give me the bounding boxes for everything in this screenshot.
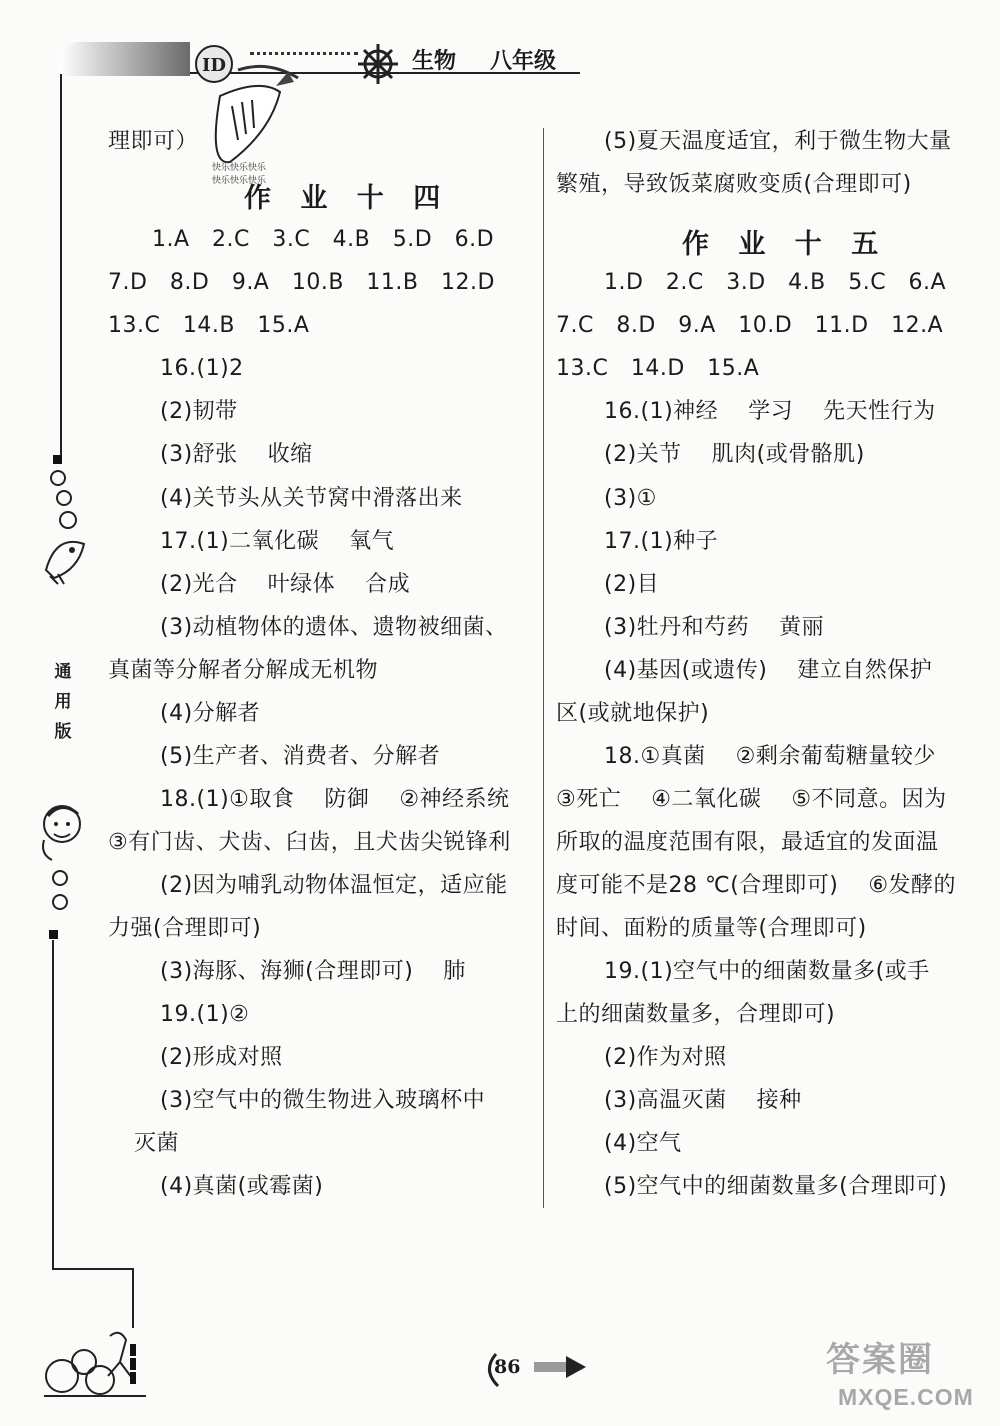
watermark-url: MXQE.COM bbox=[838, 1384, 974, 1410]
right-line: ③死亡 ④二氧化碳 ⑤不同意。因为 bbox=[556, 787, 947, 812]
right-line: 7.C 8.D 9.A 10.D 11.D 12.A bbox=[556, 313, 944, 338]
right-line: 18.①真菌 ②剩余葡萄糖量较少 bbox=[604, 744, 936, 769]
right-line: 19.(1)空气中的细菌数量多(或手 bbox=[604, 959, 930, 984]
left-line: 力强(合理即可) bbox=[108, 916, 262, 941]
margin-label-tong: 通 bbox=[54, 662, 72, 682]
margin-square-marker bbox=[53, 455, 62, 464]
left-line: (3)动植物体的遗体、遗物被细菌、 bbox=[160, 615, 508, 640]
header-dotted-rule bbox=[250, 52, 358, 55]
right-intro-line: (5)夏天温度适宜，利于微生物大量 bbox=[604, 129, 952, 154]
left-line: 灭菌 bbox=[134, 1131, 180, 1156]
assignment-14-heading: 作 业 十 四 bbox=[244, 183, 451, 214]
left-line: (4)真菌(或霉菌) bbox=[160, 1174, 324, 1199]
cartoon-face-icon bbox=[38, 800, 88, 864]
right-line: 1.D 2.C 3.D 4.B 5.C 6.A bbox=[604, 270, 947, 295]
right-line: 17.(1)种子 bbox=[604, 529, 719, 554]
left-line: (2)因为哺乳动物体温恒定，适应能 bbox=[160, 873, 508, 898]
logo-caption-2: 快乐快乐快乐 bbox=[212, 176, 267, 186]
left-line: 1.A 2.C 3.C 4.B 5.D 6.D bbox=[152, 227, 495, 252]
right-line: (2)目 bbox=[604, 572, 660, 597]
right-line: (4)空气 bbox=[604, 1131, 682, 1156]
left-line: 18.(1)①取食 防御 ②神经系统 bbox=[160, 787, 510, 812]
margin-circles-icon-2 bbox=[46, 868, 76, 918]
margin-label-yong: 用 bbox=[54, 692, 72, 712]
margin-circles-icon bbox=[46, 468, 86, 532]
right-line: (4)基因(或遗传) 建立自然保护 bbox=[604, 658, 933, 683]
left-line: 7.D 8.D 9.A 10.B 11.B 12.D bbox=[108, 270, 495, 295]
logo-caption-1: 快乐快乐快乐 bbox=[212, 163, 267, 173]
right-line: (3)① bbox=[604, 486, 657, 511]
right-line: (2)作为对照 bbox=[604, 1045, 727, 1070]
left-line: 13.C 14.B 15.A bbox=[108, 313, 310, 338]
right-line: 16.(1)神经 学习 先天性行为 bbox=[604, 399, 936, 424]
left-line: (2)形成对照 bbox=[160, 1045, 283, 1070]
subject-label: 生物 bbox=[412, 49, 457, 74]
grade-label: 八年级 bbox=[490, 49, 557, 74]
right-line: 所取的温度范围有限，最适宜的发面温 bbox=[556, 830, 939, 855]
ship-wheel-icon bbox=[356, 42, 400, 86]
margin-vertical-line-2 bbox=[52, 940, 54, 1270]
left-line: (3)舒张 收缩 bbox=[160, 442, 313, 467]
left-line: 19.(1)② bbox=[160, 1002, 250, 1027]
left-line: (2)光合 叶绿体 合成 bbox=[160, 572, 411, 597]
assignment-15-heading: 作 业 十 五 bbox=[682, 229, 889, 260]
left-line: (4)关节头从关节窝中滑落出来 bbox=[160, 486, 463, 511]
right-line: 时间、面粉的质量等(合理即可) bbox=[556, 916, 867, 941]
left-continuation: 理即可） bbox=[108, 129, 199, 154]
left-line: ③有门齿、犬齿、臼齿，且犬齿尖锐锋利 bbox=[108, 830, 511, 855]
footer-dash-marks bbox=[130, 1344, 146, 1384]
right-line: 13.C 14.D 15.A bbox=[556, 356, 760, 381]
logo-icon bbox=[180, 36, 360, 166]
page-number: 86 bbox=[494, 1356, 521, 1378]
header-left-shade bbox=[60, 42, 190, 76]
margin-vertical-line bbox=[60, 74, 62, 458]
margin-label-ban: 版 bbox=[54, 722, 72, 742]
right-line: (5)空气中的细菌数量多(合理即可) bbox=[604, 1174, 948, 1199]
right-line: (2)关节 肌肉(或骨骼肌) bbox=[604, 442, 865, 467]
left-line: 真菌等分解者分解成无机物 bbox=[108, 658, 379, 683]
left-line: (5)生产者、消费者、分解者 bbox=[160, 744, 441, 769]
right-line: (3)高温灭菌 接种 bbox=[604, 1088, 802, 1113]
margin-square-marker-2 bbox=[49, 930, 58, 939]
left-line: (4)分解者 bbox=[160, 701, 261, 726]
left-line: (3)空气中的微生物进入玻璃杯中 bbox=[160, 1088, 486, 1113]
watermark-logo: 答案圈 bbox=[826, 1341, 934, 1379]
left-line: 17.(1)二氧化碳 氧气 bbox=[160, 529, 395, 554]
left-line: 16.(1)2 bbox=[160, 356, 244, 381]
svg-text:ID: ID bbox=[202, 55, 227, 76]
column-divider bbox=[543, 128, 544, 1208]
right-line: (3)牡丹和芍药 黄丽 bbox=[604, 615, 825, 640]
left-line: (2)韧带 bbox=[160, 399, 238, 424]
right-line: 上的细菌数量多，合理即可) bbox=[556, 1002, 836, 1027]
left-line: (3)海豚、海狮(合理即可) 肺 bbox=[160, 959, 466, 984]
right-line: 度可能不是28 ℃(合理即可) ⑥发酵的 bbox=[556, 873, 957, 898]
right-intro-line: 繁殖，导致饭菜腐败变质(合理即可) bbox=[556, 172, 912, 197]
right-line: 区(或就地保护) bbox=[556, 701, 710, 726]
cartoon-figure-icon bbox=[38, 530, 90, 586]
